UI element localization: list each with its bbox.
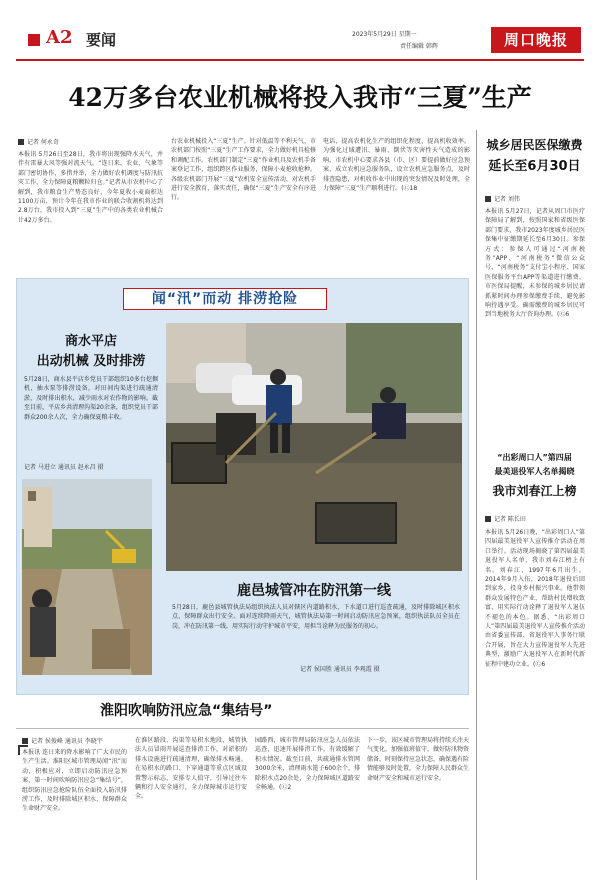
huaiyang-column-1: 本报讯 连日来的降水影响了广大市民的生产生活。淮阳区城市管理局闻“汛”而动，积极应对，立即启动防汛应急预案，第一时间吹响防汛应急“集结号”，组织防汛应急抢险队伍全面投入防汛排涝工作，及时排除城区积水，保障群众生命财产安全。 [22,749,127,813]
lead-column-3: 电话，提高农机化生产的组织化程度，提高机收效率。为强化过域遭汛、暴雨、倒伏等灾害性天气造成的影响，市农机中心要求各县（市、区）要提前做好应急预案，成立农机应急服务队，设立农机应急服务点，及时排查隐患，对机收作业中出现的突发情况及时处理，全力保障“三夏”生产顺利进行。(Ⓒ18 [323,138,470,193]
sidebar-top-headline-line2: 延长至6月30日 [488,159,581,174]
shangshui-photo-credit: 记者 马进立 通讯员 赵永昌 摄 [24,464,104,471]
huaiyang-headline: 淮阳吹响防汛应急“集结号” [100,703,273,719]
editor-credits: 责任编辑 韩辉 [400,43,438,50]
lead-byline: 记者 何永奇 [18,137,59,146]
sidebar-top-headline-line1: 城乡居民医保缴费 [486,138,583,152]
flood-street-illustration [166,323,462,571]
huaiyang-column-4: 下一步，该区城市管理局将持续关注天气变化，加强值班值守，做好防汛物资储备，时刻保持应急状态，确保遇有险情能够及时处置，全力保障人民群众生命财产安全和城市运行安全。 [367,737,469,782]
issue-date: 2023年5月29日 星期一 [352,31,417,38]
shangshui-body: 5月28日，商水县平店乡党员干部组织10多台挖掘机、抽水泵等排涝设备，对田间沟渠进行疏通清淤，及时排出积水，减少雨水对农作物的影响。截至目前，平店乡共清理沟渠20余条，组织党员干部群众200余人次，全力确保夏粮丰收。 [24,376,158,421]
sidebar-bottom-headline-line3: 我市刘春江上榜 [492,484,577,498]
header-rule [16,59,584,61]
sidebar-bottom-headline-line1: “出彩周口人”第四届 [497,453,572,462]
shangshui-headline-line2: 出动机械 及时排涝 [36,354,146,369]
page-marker-square [28,34,40,46]
section-name: 要闻 [86,31,117,49]
lead-column-1: 本报讯 5月26日至28日，我市将出现强降水天气，并伴有雷暴大风等强对流天气。“连日来，农业、气象等部门密切协作，多措并举，全力做好农机调度与防汛抗灾工作，全力保障夏粮颗粒归仓。”记者从市农机中心了解到，我市粮食生产势态良好，今年夏收小麦面积达1100万亩，预计今年在我市作业的联合收割机将达到2.8万台，我市投入到“三夏”生产中的各类农业机械合计42万多台。 [18,151,163,224]
excavator-field-illustration [22,479,152,675]
lead-column-2: 台农业机械投入“三夏”生产。针对低温等不利天气，市农机部门按照“三夏”生产工作要求，全力做好机具检修和调配工作。农机部门制定“三夏”作业机具及农机手备案登记工作，组织跨区作业服务，保障小麦抢收抢种。各级农机部门开展“三夏”农机安全宣传活动，对农机手进行安全教育，落实责任，确保“三夏”生产安全有序进行。 [171,138,316,202]
huaiyang-rule [16,728,469,729]
huaiyang-column-3: 园路西，城市管理局防汛应急人员依法巡查，迅速开展排涝工作，有效缓解了积水情况。截至目前，共疏通排水管网3000余米，清理雨水篦子600余个，排除积水点20余处，全力保障城区道路安全畅通。(Ⓒ2 [255,737,360,792]
sidebar-divider [476,130,477,880]
sidebar-bottom-byline: 记者 陈长田 [485,514,526,523]
shangshui-headline-line1: 商水平店 [64,334,117,349]
luyi-photo-credit: 记者 侯国胜 通讯员 李观霞 摄 [300,666,380,673]
page-number: A2 [46,27,73,48]
sidebar-top-body: 本报讯 5月27日，记者从周口市医疗保障局了解到，按照国家和省级医保部门要求，我市2023年度城乡居民医保集中征缴期延长至6月30日。参保方式：参保人可通过“河南税务”APP、“河南税务”微信公众号、“河南税务”支付宝小程序、国家医保服务平台APP等渠道进行缴费。市医保局提醒，未参保的城乡居民请抓紧时间办理参保缴费手续，避免影响待遇享受。确需缴费的城乡居民可到当地税务大厅咨询办理。(Ⓒ6 [485,208,585,319]
luyi-flood-photo [166,323,462,571]
sidebar-top-byline: 记者 刘伟 [485,194,520,203]
sidebar-bottom-body: 本报讯 5月26日晚，“出彩周口人”第四届最美退役军人宣传推介活动在周口举行。活动现场揭晓了第四届最美退役军人名单，我市刘春江榜上有名。刘春江，1997年6月出生，2014年9月入伍，2018年退役后回到家乡，投身乡村振兴事业。他带领群众发展特色产业，帮助村民增收致富，用实际行动诠释了退役军人退伍不褪色的本色。据悉，“出彩周口人”第四届最美退役军人宣传推介活动由省委宣传部、省退役军人事务厅联合开展，旨在大力宣传退役军人先进典型，激励广大退役军人在新时代新征程中建功立业。(Ⓒ6 [485,529,585,668]
page-header [0,0,600,60]
lead-headline: 42万多台农业机械将投入我市“三夏”生产 [68,83,532,112]
newspaper-logo: 周口晚报 [491,27,581,53]
luyi-headline: 鹿邑城管冲在防汛第一线 [237,583,391,599]
huaiyang-column-2: 在淮区路段、沟渠等易积水地段，城管执法人员冒雨开展巡查排涝工作，对淤积的排水设施进行疏通清理，确保排水畅通。在易积水的路口、下穿通道等重点区域设置警示标志，安排专人值守，引导过往车辆和行人安全通行，全力保障城市运行安全。 [135,737,247,801]
luyi-body: 5月28日，鹿邑县城管执法局组织执法人员对辖区内道路积水、下水道口进行巡查疏通，及时排除城区积水点，保障群众出行安全。面对连续降雨天气，城管执法局第一时间启动防汛应急预案，组织执法队员全员在岗，冲在防汛第一线，用实际行动守护城市平安，用担当诠释为民服务的初心。 [172,604,460,630]
flood-feature-banner: 闻“汛”而动 排涝抢险 [123,288,327,310]
huaiyang-byline: 记者 侯俊峰 通讯员 李晓宇 [22,736,103,745]
shangshui-photo [22,479,152,675]
sidebar-bottom-headline-line2: 最美退役军人名单揭晓 [494,467,575,476]
